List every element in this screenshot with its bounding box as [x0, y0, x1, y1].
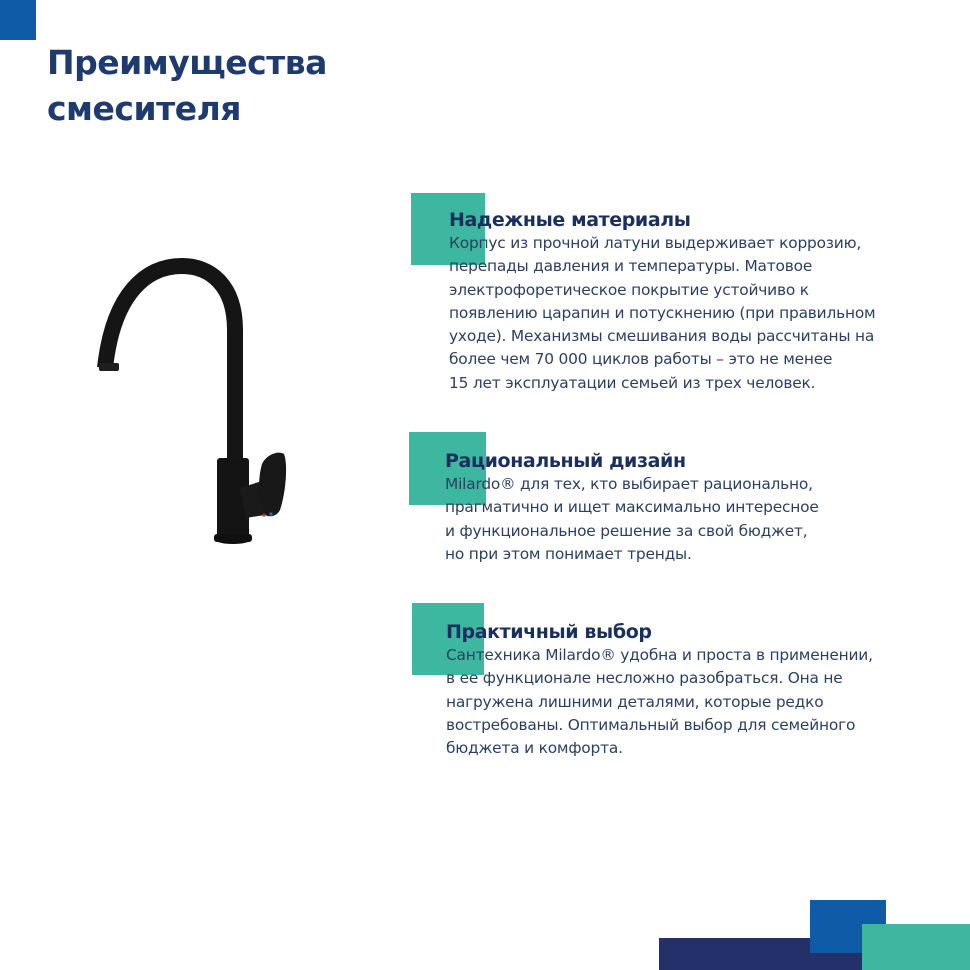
text-line: бюджета и комфорта. — [446, 739, 623, 758]
text-line: перепады давления и температуры. Матовое — [449, 257, 813, 276]
text-line: электрофоретическое покрытие устойчиво к — [449, 280, 809, 299]
text-line: уходе). Механизмы смешивания воды рассчитаны на — [449, 327, 875, 346]
text-line: Корпус из прочной латуни выдерживает коррозию, — [449, 234, 862, 252]
text-line: нагружена лишними деталями, которые редко — [446, 692, 824, 711]
feature-block-design — [445, 449, 819, 566]
text-line: более чем 70 000 циклов работы – это не менее — [449, 350, 833, 369]
text-line: Сантехника Milardo® удобна и проста в применении, — [446, 646, 873, 664]
feature-description — [449, 232, 875, 395]
teal-decoration-bar — [862, 924, 970, 970]
text-line: 15 лет эксплуатации семьей из трех человек. — [449, 373, 816, 392]
text-line: прагматично и ищет максимально интересное — [445, 498, 819, 517]
feature-block-materials — [449, 208, 875, 395]
text-line: в ее функционале несложно разобраться. Она не — [446, 669, 843, 688]
feature-description — [446, 644, 873, 760]
feature-heading: Надежные материалы — [449, 209, 691, 231]
feature-description — [445, 473, 819, 566]
page-title-line: Преимущества — [47, 43, 327, 82]
text-line: но при этом понимает тренды. — [445, 544, 692, 563]
feature-block-practical — [446, 620, 873, 760]
text-line: появлению царапин и потускнению (при правильном — [449, 303, 876, 322]
page-title — [47, 40, 327, 132]
faucet-image — [90, 250, 310, 560]
feature-heading: Рациональный дизайн — [445, 450, 686, 472]
text-line: и функциональное решение за свой бюджет, — [445, 521, 808, 540]
feature-heading: Практичный выбор — [446, 621, 652, 643]
faucet-icon — [90, 250, 310, 560]
text-line: Milardo® для тех, кто выбирает рационально, — [445, 475, 813, 493]
text-line: востребованы. Оптимальный выбор для семейного — [446, 715, 856, 734]
corner-decoration-blue — [0, 0, 36, 40]
page-title-line: смесителя — [47, 89, 241, 128]
